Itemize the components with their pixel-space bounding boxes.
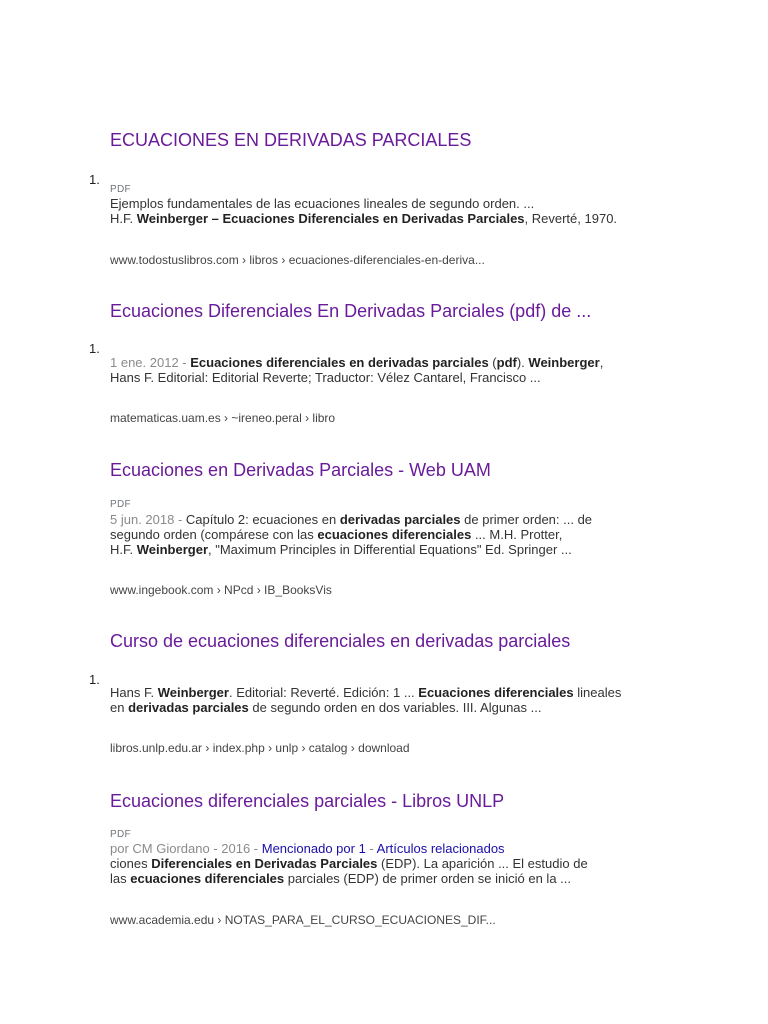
snippet-bold: Weinberger <box>528 355 600 370</box>
result-title-link[interactable]: Curso de ecuaciones diferenciales en derivadas parciales <box>110 631 571 651</box>
snippet-text: segundo orden (compárese con las <box>110 527 318 542</box>
snippet-line: Hans F. Editorial: Editorial Reverte; Traductor: Vélez Cantarel, Francisco ... <box>110 370 541 385</box>
snippet-bold: pdf <box>496 355 517 370</box>
snippet-text: en <box>110 700 129 715</box>
snippet-line <box>110 512 650 527</box>
related-articles-link[interactable]: Artículos relacionados <box>376 841 505 856</box>
result-snippet <box>110 685 650 715</box>
snippet-text: , Reverté, 1970. <box>524 211 618 226</box>
list-number: 1. <box>89 341 100 356</box>
result-date: 5 jun. 2018 - <box>110 512 186 527</box>
result-url[interactable]: libros.unlp.edu.ar › index.php › unlp › catalog › download <box>110 741 410 755</box>
snippet-line <box>110 856 650 871</box>
snippet-text: , <box>599 355 604 370</box>
result-author-meta: por CM Giordano - 2016 - <box>110 841 262 856</box>
result-title-link[interactable]: ECUACIONES EN DERIVADAS PARCIALES <box>110 130 472 150</box>
snippet-text: de primer orden: ... de <box>460 512 593 527</box>
result-url[interactable]: www.academia.edu › NOTAS_PARA_EL_CURSO_ECUACIONES_DIF... <box>110 913 496 927</box>
list-number: 1. <box>89 172 100 187</box>
snippet-text: Hans F. <box>110 685 158 700</box>
result-title-link[interactable]: Ecuaciones diferenciales parciales - Libros UNLP <box>110 791 505 811</box>
snippet-text: . Editorial: Reverté. Edición: 1 ... <box>228 685 419 700</box>
result-url[interactable]: matematicas.uam.es › ~ireneo.peral › libro <box>110 411 336 425</box>
result-url[interactable]: www.ingebook.com › NPcd › IB_BooksVis <box>110 583 332 597</box>
snippet-line <box>110 527 650 542</box>
snippet-line <box>110 355 650 370</box>
result-title-link[interactable]: Ecuaciones en Derivadas Parciales - Web UAM <box>110 460 491 480</box>
snippet-bold: Ecuaciones diferenciales en derivadas parciales <box>190 355 489 370</box>
result-snippet <box>110 355 650 385</box>
snippet-text: las <box>110 871 131 886</box>
snippet-text: de segundo orden en dos variables. III. Algunas ... <box>248 700 542 715</box>
snippet-text: lineales <box>573 685 622 700</box>
snippet-text: parciales (EDP) de primer orden se inició en la ... <box>284 871 572 886</box>
snippet-bold: Weinberger – Ecuaciones Diferenciales en Derivadas Parciales <box>136 211 525 226</box>
result-url[interactable]: www.todostuslibros.com › libros › ecuaciones-diferenciales-en-deriva... <box>110 253 485 267</box>
result-snippet <box>110 841 650 886</box>
snippet-line <box>110 211 650 226</box>
snippet-text: (EDP). La aparición ... El estudio de <box>377 856 588 871</box>
pdf-badge: PDF <box>110 829 131 840</box>
snippet-text: ). <box>516 355 529 370</box>
result-date: 1 ene. 2012 - <box>110 355 191 370</box>
snippet-bold: ecuaciones diferenciales <box>317 527 472 542</box>
snippet-text: H.F. <box>110 542 137 557</box>
snippet-meta-line <box>110 841 650 856</box>
snippet-line: Ejemplos fundamentales de las ecuaciones lineales de segundo orden. ... <box>110 196 535 211</box>
snippet-bold: Diferenciales en Derivadas Parciales <box>151 856 378 871</box>
snippet-line <box>110 871 650 886</box>
snippet-line <box>110 685 650 700</box>
cited-by-link[interactable]: Mencionado por 1 <box>261 841 366 856</box>
list-number: 1. <box>89 672 100 687</box>
snippet-bold: derivadas parciales <box>339 512 461 527</box>
pdf-badge: PDF <box>110 184 131 195</box>
pdf-badge: PDF <box>110 499 131 510</box>
snippet-text: ciones <box>110 856 152 871</box>
result-snippet <box>110 196 650 226</box>
snippet-bold: derivadas parciales <box>128 700 249 715</box>
snippet-line <box>110 542 650 557</box>
snippet-text: ... M.H. Protter, <box>471 527 563 542</box>
meta-separator: - <box>365 841 377 856</box>
snippet-text: ( <box>488 355 497 370</box>
snippet-text: Capítulo 2: ecuaciones en <box>185 512 340 527</box>
snippet-bold: Weinberger <box>136 542 209 557</box>
snippet-bold: Ecuaciones diferenciales <box>418 685 574 700</box>
snippet-bold: Weinberger <box>157 685 229 700</box>
snippet-text: H.F. <box>110 211 137 226</box>
snippet-line <box>110 700 650 715</box>
result-title-link[interactable]: Ecuaciones Diferenciales En Derivadas Parciales (pdf) de ... <box>110 301 592 321</box>
result-snippet <box>110 512 650 557</box>
snippet-bold: ecuaciones diferenciales <box>130 871 285 886</box>
snippet-text: , "Maximum Principles in Differential Equations" Ed. Springer ... <box>208 542 572 557</box>
